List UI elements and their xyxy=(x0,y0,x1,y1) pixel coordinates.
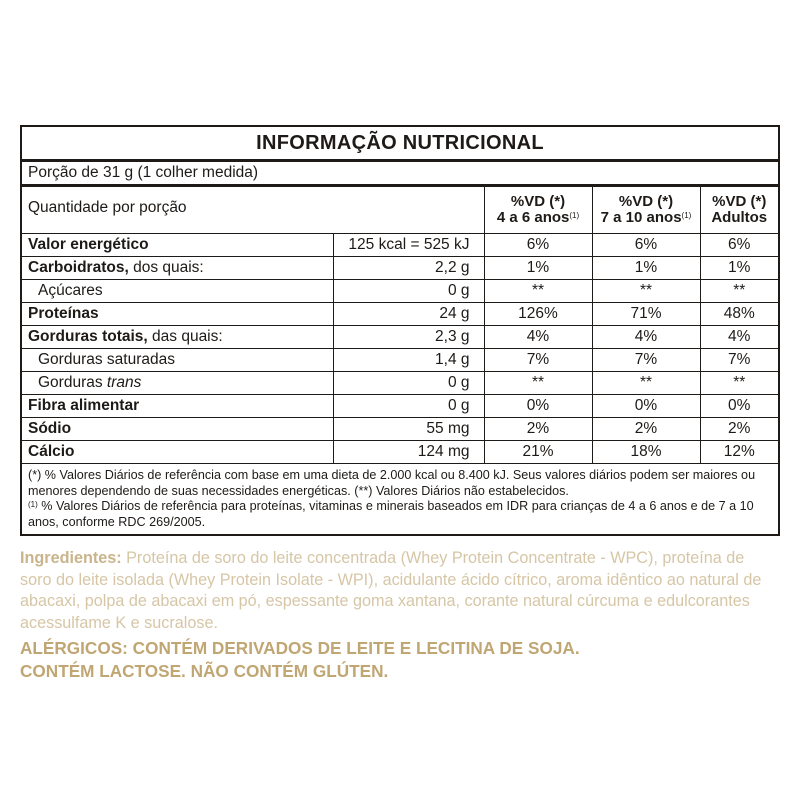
label-title: INFORMAÇÃO NUTRICIONAL xyxy=(22,127,778,162)
table-row-carbs xyxy=(22,257,778,280)
nutrient-amount: 1,4 g xyxy=(333,349,484,372)
table-row-sugars xyxy=(22,280,778,303)
header-vd-adults: %VD (*) Adultos xyxy=(700,187,778,234)
nutrient-vd-4-6: 21% xyxy=(484,441,592,464)
footnote-daily-values: (*) % Valores Diários de referência com base em uma dieta de 2.000 kcal ou 8.400 kJ. Seus valores diários podem ser maiores ou menores dependendo de suas necessidades energéticas. (**) Valores Diários não estabelecidos. xyxy=(28,468,756,498)
table-row-fiber xyxy=(22,395,778,418)
nutrient-vd-adults: 48% xyxy=(700,303,778,326)
allergen-line-2: CONTÉM LACTOSE. NÃO CONTÉM GLÚTEN. xyxy=(20,661,389,681)
nutrient-name: Gorduras trans xyxy=(22,372,333,395)
nutrient-vd-7-10: ** xyxy=(592,280,700,303)
nutrition-label xyxy=(20,125,780,536)
table-row-protein xyxy=(22,303,778,326)
ingredients-text xyxy=(20,548,780,634)
nutrient-vd-4-6: 7% xyxy=(484,349,592,372)
table-row-calcium xyxy=(22,441,778,464)
nutrient-name: Açúcares xyxy=(22,280,333,303)
nutrition-table xyxy=(22,187,778,464)
nutrient-vd-7-10: 0% xyxy=(592,395,700,418)
nutrient-name: Fibra alimentar xyxy=(22,395,333,418)
nutrient-name: Gorduras totais, das quais: xyxy=(22,326,333,349)
table-row-saturated-fat xyxy=(22,349,778,372)
nutrient-vd-adults: 0% xyxy=(700,395,778,418)
nutrient-vd-7-10: 6% xyxy=(592,234,700,257)
nutrient-name: Sódio xyxy=(22,418,333,441)
nutrient-amount: 124 mg xyxy=(333,441,484,464)
nutrient-vd-adults: 2% xyxy=(700,418,778,441)
nutrient-amount: 2,3 g xyxy=(333,326,484,349)
allergen-warning xyxy=(20,637,780,683)
nutrient-vd-adults: 12% xyxy=(700,441,778,464)
nutrient-name: Carboidratos, dos quais: xyxy=(22,257,333,280)
nutrient-vd-7-10: 2% xyxy=(592,418,700,441)
nutrient-amount: 2,2 g xyxy=(333,257,484,280)
ingredients-list: Proteína de soro do leite concentrada (Whey Protein Concentrate - WPC), proteína de soro do leite isolada (Whey Protein Isolate - WPI), acidulante ácido cítrico, aroma idêntico ao natural de abacaxi, polpa de abacaxi em pó, espessante goma xantana, corante natural cúrcuma e edulcorantes acessulfame K e sucralose. xyxy=(20,549,762,632)
header-vd-4-6: %VD (*) 4 a 6 anos$^{(1)}$ xyxy=(484,187,592,234)
nutrient-vd-4-6: ** xyxy=(484,372,592,395)
nutrient-vd-7-10: 1% xyxy=(592,257,700,280)
nutrient-vd-4-6: 4% xyxy=(484,326,592,349)
table-row-trans-fat xyxy=(22,372,778,395)
nutrient-vd-adults: 6% xyxy=(700,234,778,257)
nutrient-amount: 0 g xyxy=(333,280,484,303)
table-row-energy xyxy=(22,234,778,257)
nutrient-amount: 125 kcal = 525 kJ xyxy=(333,234,484,257)
nutrient-vd-7-10: ** xyxy=(592,372,700,395)
nutrient-name: Proteínas xyxy=(22,303,333,326)
nutrient-vd-7-10: 71% xyxy=(592,303,700,326)
allergen-line-1: ALÉRGICOS: CONTÉM DERIVADOS DE LEITE E LECITINA DE SOJA. xyxy=(20,638,580,658)
table-row-sodium xyxy=(22,418,778,441)
nutrient-vd-4-6: 126% xyxy=(484,303,592,326)
nutrient-vd-adults: ** xyxy=(700,372,778,395)
nutrient-amount: 55 mg xyxy=(333,418,484,441)
portion-size: Porção de 31 g (1 colher medida) xyxy=(22,162,778,187)
header-vd-7-10: %VD (*) 7 a 10 anos$^{(1)}$ xyxy=(592,187,700,234)
nutrient-amount: 0 g xyxy=(333,372,484,395)
nutrient-vd-7-10: 4% xyxy=(592,326,700,349)
nutrient-vd-4-6: 2% xyxy=(484,418,592,441)
nutrient-vd-adults: 7% xyxy=(700,349,778,372)
nutrient-vd-7-10: 7% xyxy=(592,349,700,372)
footnote-idr: $^{(1)}$ % Valores Diários de referência para proteínas, vitaminas e minerais baseados em IDR para crianças de 4 a 6 anos e de 7 a 10 anos, conforme RDC 269/2005. xyxy=(28,499,754,529)
footnotes xyxy=(22,464,778,530)
nutrient-vd-adults: ** xyxy=(700,280,778,303)
nutrient-amount: 0 g xyxy=(333,395,484,418)
table-row-total-fat xyxy=(22,326,778,349)
nutrient-vd-adults: 1% xyxy=(700,257,778,280)
nutrient-name: Gorduras saturadas xyxy=(22,349,333,372)
table-header-row xyxy=(22,187,778,234)
header-qty: Quantidade por porção xyxy=(22,187,484,234)
nutrient-vd-adults: 4% xyxy=(700,326,778,349)
ingredients-lead: Ingredientes: xyxy=(20,549,122,567)
nutrient-amount: 24 g xyxy=(333,303,484,326)
nutrient-vd-7-10: 18% xyxy=(592,441,700,464)
nutrient-name: Valor energético xyxy=(22,234,333,257)
nutrient-vd-4-6: 6% xyxy=(484,234,592,257)
nutrient-name: Cálcio xyxy=(22,441,333,464)
nutrient-vd-4-6: ** xyxy=(484,280,592,303)
nutrient-vd-4-6: 0% xyxy=(484,395,592,418)
nutrient-vd-4-6: 1% xyxy=(484,257,592,280)
